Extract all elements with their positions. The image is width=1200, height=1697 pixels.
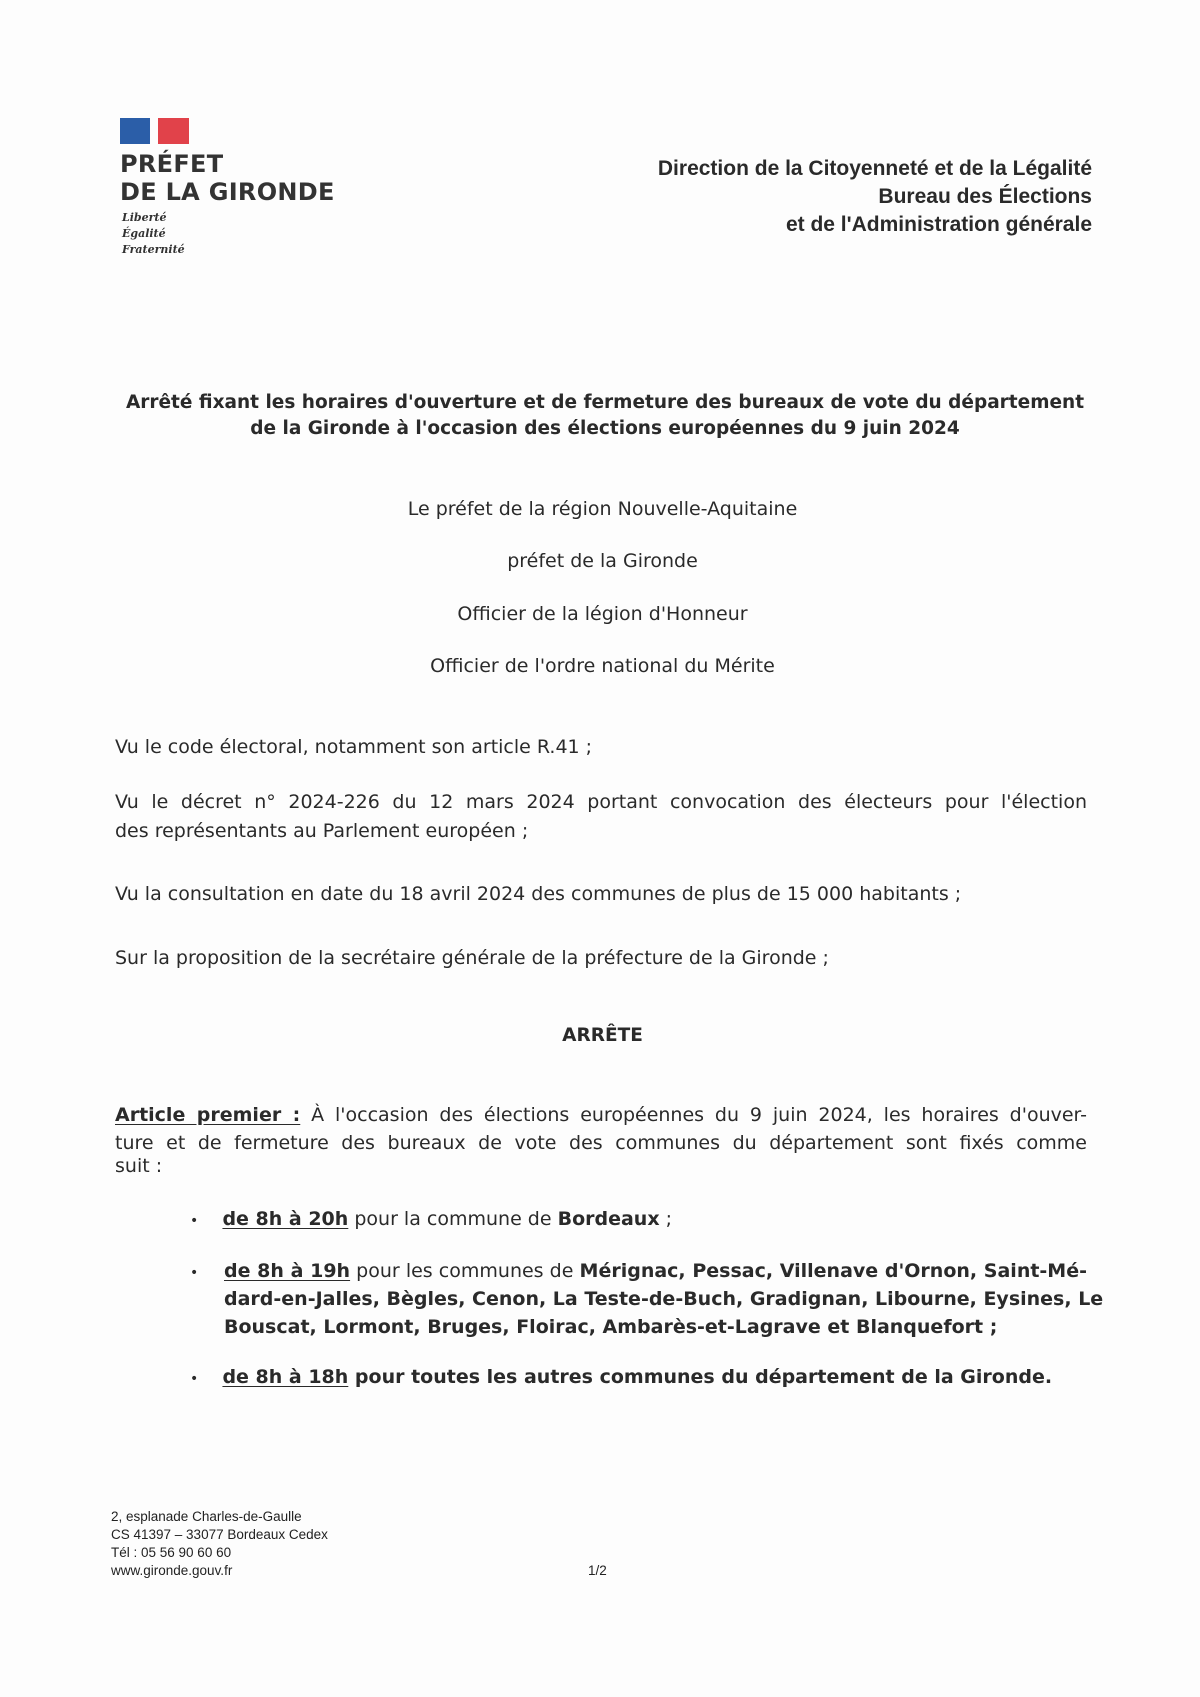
- footer-website: www.gironde.gouv.fr: [111, 1563, 233, 1578]
- bullet-dot-2: •: [190, 1265, 199, 1281]
- bullet-text: pour toutes les autres communes du département de la Gironde.: [348, 1366, 1053, 1388]
- motto-fraternite: Fraternité: [122, 243, 185, 256]
- logo-line-2: DE LA GIRONDE: [120, 178, 335, 206]
- article-line-1: [115, 1104, 1087, 1126]
- visa-proposition: Sur la proposition de la secrétaire générale de la préfecture de la Gironde ;: [115, 947, 829, 969]
- commune-bordeaux: Bordeaux: [557, 1208, 660, 1230]
- article-line-2: ture et de fermeture des bureaux de vote des communes du département sont fixés comme: [115, 1132, 1087, 1154]
- motto-liberte: Liberté: [122, 211, 167, 224]
- article-label: Article premier :: [115, 1104, 301, 1126]
- article-line-3: suit :: [115, 1155, 163, 1177]
- hours-8-19: de 8h à 19h: [224, 1260, 351, 1282]
- authority-4: Officier de l'ordre national du Mérite: [430, 655, 775, 677]
- logo-line-1: PRÉFET: [120, 150, 224, 178]
- visa-code-electoral: Vu le code électoral, notamment son article R.41 ;: [115, 736, 593, 758]
- authority-2: préfet de la Gironde: [507, 550, 698, 572]
- direction-line-2: Bureau des Élections: [878, 185, 1092, 208]
- footer-address-1: 2, esplanade Charles-de-Gaulle: [111, 1509, 302, 1524]
- bullet-bordeaux: • de 8h à 20h pour la commune de Bordeaux ;: [190, 1208, 673, 1230]
- bullet-19h-line-2: dard-en-Jalles, Bègles, Cenon, La Teste-de-Buch, Gradignan, Libourne, Eysines, Le: [224, 1288, 1104, 1310]
- marianne-flag-logo: [120, 118, 189, 144]
- communes-list-1: Mérignac, Pessac, Villenave d'Ornon, Saint-Mé-: [579, 1260, 1087, 1282]
- hours-8-20: de 8h à 20h: [222, 1208, 349, 1230]
- title-line-2: de la Gironde à l'occasion des élections européennes du 9 juin 2024: [250, 418, 960, 439]
- direction-line-3: et de l'Administration générale: [785, 213, 1092, 236]
- bullet-19h-line-3: Bouscat, Lormont, Bruges, Floirac, Ambarès-et-Lagrave et Blanquefort ;: [224, 1316, 998, 1338]
- authority-3: Officier de la légion d'Honneur: [457, 603, 748, 625]
- visa-consultation: Vu la consultation en date du 18 avril 2024 des communes de plus de 15 000 habitants ;: [115, 883, 962, 905]
- footer-phone: Tél : 05 56 90 60 60: [111, 1545, 232, 1560]
- page-number: 1/2: [588, 1563, 607, 1578]
- footer-address-2: CS 41397 – 33077 Bordeaux Cedex: [111, 1527, 328, 1542]
- bullet-text: pour les communes de: [350, 1260, 580, 1282]
- bullet-text: pour la commune de: [348, 1208, 558, 1230]
- article-text-1: À l'occasion des élections européennes du 9 juin 2024, les horaires d'ouver-: [300, 1104, 1087, 1126]
- visa-decret-line-1: Vu le décret n° 2024-226 du 12 mars 2024 portant convocation des électeurs pour l'élection: [115, 791, 1087, 813]
- motto-egalite: Égalité: [122, 227, 166, 240]
- bullet-end: ;: [659, 1208, 673, 1230]
- arrete-heading: ARRÊTE: [562, 1025, 643, 1046]
- authority-1: Le préfet de la région Nouvelle-Aquitaine: [407, 498, 798, 520]
- hours-8-18: de 8h à 18h: [222, 1366, 349, 1388]
- title-line-1: Arrêté fixant les horaires d'ouverture et de fermeture des bureaux de vote du département: [125, 392, 1085, 413]
- direction-line-1: Direction de la Citoyenneté et de la Légalité: [657, 157, 1092, 180]
- bullet-other-communes: • de 8h à 18h pour toutes les autres communes du département de la Gironde.: [190, 1366, 1053, 1388]
- bullet-19h-line-1: [224, 1260, 1087, 1282]
- visa-decret-line-2: des représentants au Parlement européen ;: [115, 820, 529, 842]
